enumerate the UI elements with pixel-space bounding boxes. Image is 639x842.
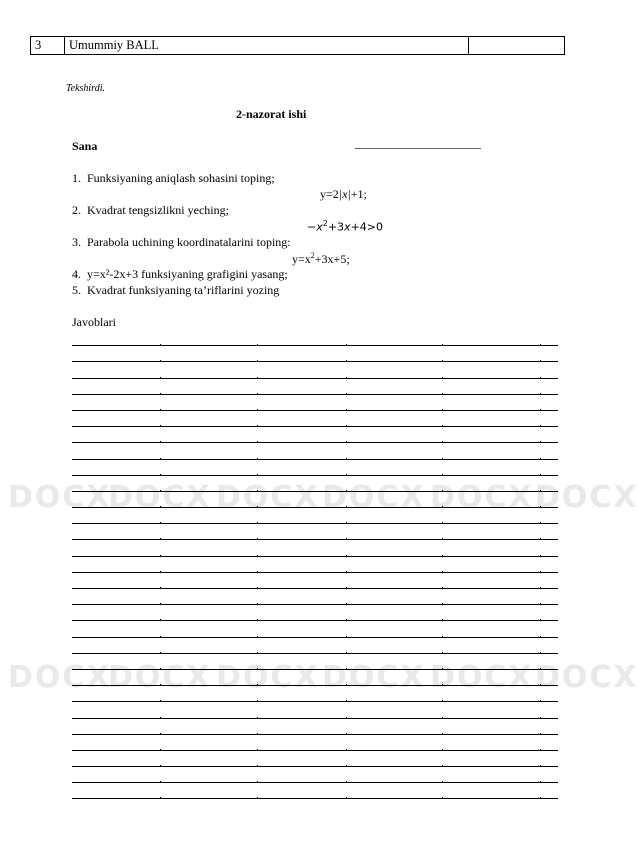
task-3 <box>72 235 291 250</box>
answer-line <box>72 427 558 443</box>
answer-line <box>72 621 558 637</box>
watermark: DOCX <box>216 660 320 695</box>
formula-abs: y=2|x|+1; <box>320 187 367 201</box>
answer-line <box>72 411 558 427</box>
answer-line <box>72 524 558 540</box>
task-number: 1. <box>72 171 81 185</box>
answer-line <box>72 395 558 411</box>
task-2 <box>72 203 229 218</box>
task-number: 4. <box>72 267 81 281</box>
answer-line <box>72 654 558 670</box>
line-tick <box>442 797 443 799</box>
line-tick <box>257 797 258 799</box>
answer-line <box>72 735 558 751</box>
score-label: Umummiy BALL <box>65 37 469 54</box>
watermark: DOCX <box>535 480 639 515</box>
task-1 <box>72 171 275 186</box>
answer-line <box>72 362 558 378</box>
answer-line <box>72 686 558 702</box>
answer-lines <box>72 330 558 799</box>
answer-line <box>72 346 558 362</box>
formula-1 <box>320 187 367 202</box>
task-text: Kvadrat funksiyaning ta’riflarini yozing <box>87 283 280 297</box>
watermark: DOCX <box>108 480 212 515</box>
task-text: Kvadrat tengsizlikni yeching; <box>87 203 229 217</box>
watermark: DOCX <box>322 660 426 695</box>
answer-line <box>72 508 558 524</box>
checked-label: Tekshirdi. <box>66 83 105 94</box>
answer-line <box>72 460 558 476</box>
answer-line <box>72 443 558 459</box>
answer-line <box>72 540 558 556</box>
answer-line <box>72 557 558 573</box>
score-table <box>30 36 565 55</box>
watermark: DOCX <box>430 660 534 695</box>
task-4 <box>72 267 288 282</box>
answer-line <box>72 719 558 735</box>
task-number: 3. <box>72 235 81 249</box>
task-number: 2. <box>72 203 81 217</box>
line-tick <box>160 797 161 799</box>
formula-3: $y=x^2+3x+5$; <box>292 251 350 266</box>
date-label: Sana <box>72 139 98 153</box>
answers-label: Javoblari <box>72 315 116 329</box>
score-value <box>469 37 564 54</box>
watermark: DOCX <box>322 480 426 515</box>
score-row-number: 3 <box>31 37 65 54</box>
answer-line <box>72 476 558 492</box>
line-tick <box>540 797 541 799</box>
task-text: y=x²-2x+3 funksiyaning grafigini yasang; <box>87 267 288 281</box>
line-tick <box>346 797 347 799</box>
task-5 <box>72 283 279 298</box>
watermark: DOCX <box>8 480 112 515</box>
watermark: DOCX <box>108 660 212 695</box>
answer-line <box>72 638 558 654</box>
answer-line <box>72 330 558 346</box>
answer-line <box>72 702 558 718</box>
task-text: Parabola uchining koordinatalarini toping: <box>87 235 291 249</box>
formula-2: $-x^2+3x+4>0$ <box>307 219 383 234</box>
answer-line <box>72 751 558 767</box>
date-line: _____________________ <box>355 136 481 150</box>
answer-line <box>72 589 558 605</box>
answer-line <box>72 492 558 508</box>
answer-line <box>72 767 558 783</box>
answer-line <box>72 573 558 589</box>
answer-line <box>72 379 558 395</box>
answer-line <box>72 670 558 686</box>
task-text: Funksiyaning aniqlash sohasini toping; <box>87 171 275 185</box>
watermark: DOCX <box>216 480 320 515</box>
task-number: 5. <box>72 283 81 297</box>
watermark: DOCX <box>430 480 534 515</box>
page-title: 2-nazorat ishi <box>236 107 307 121</box>
answer-line <box>72 783 558 799</box>
watermark: DOCX <box>8 660 112 695</box>
watermark: DOCX <box>535 660 639 695</box>
answer-line <box>72 605 558 621</box>
